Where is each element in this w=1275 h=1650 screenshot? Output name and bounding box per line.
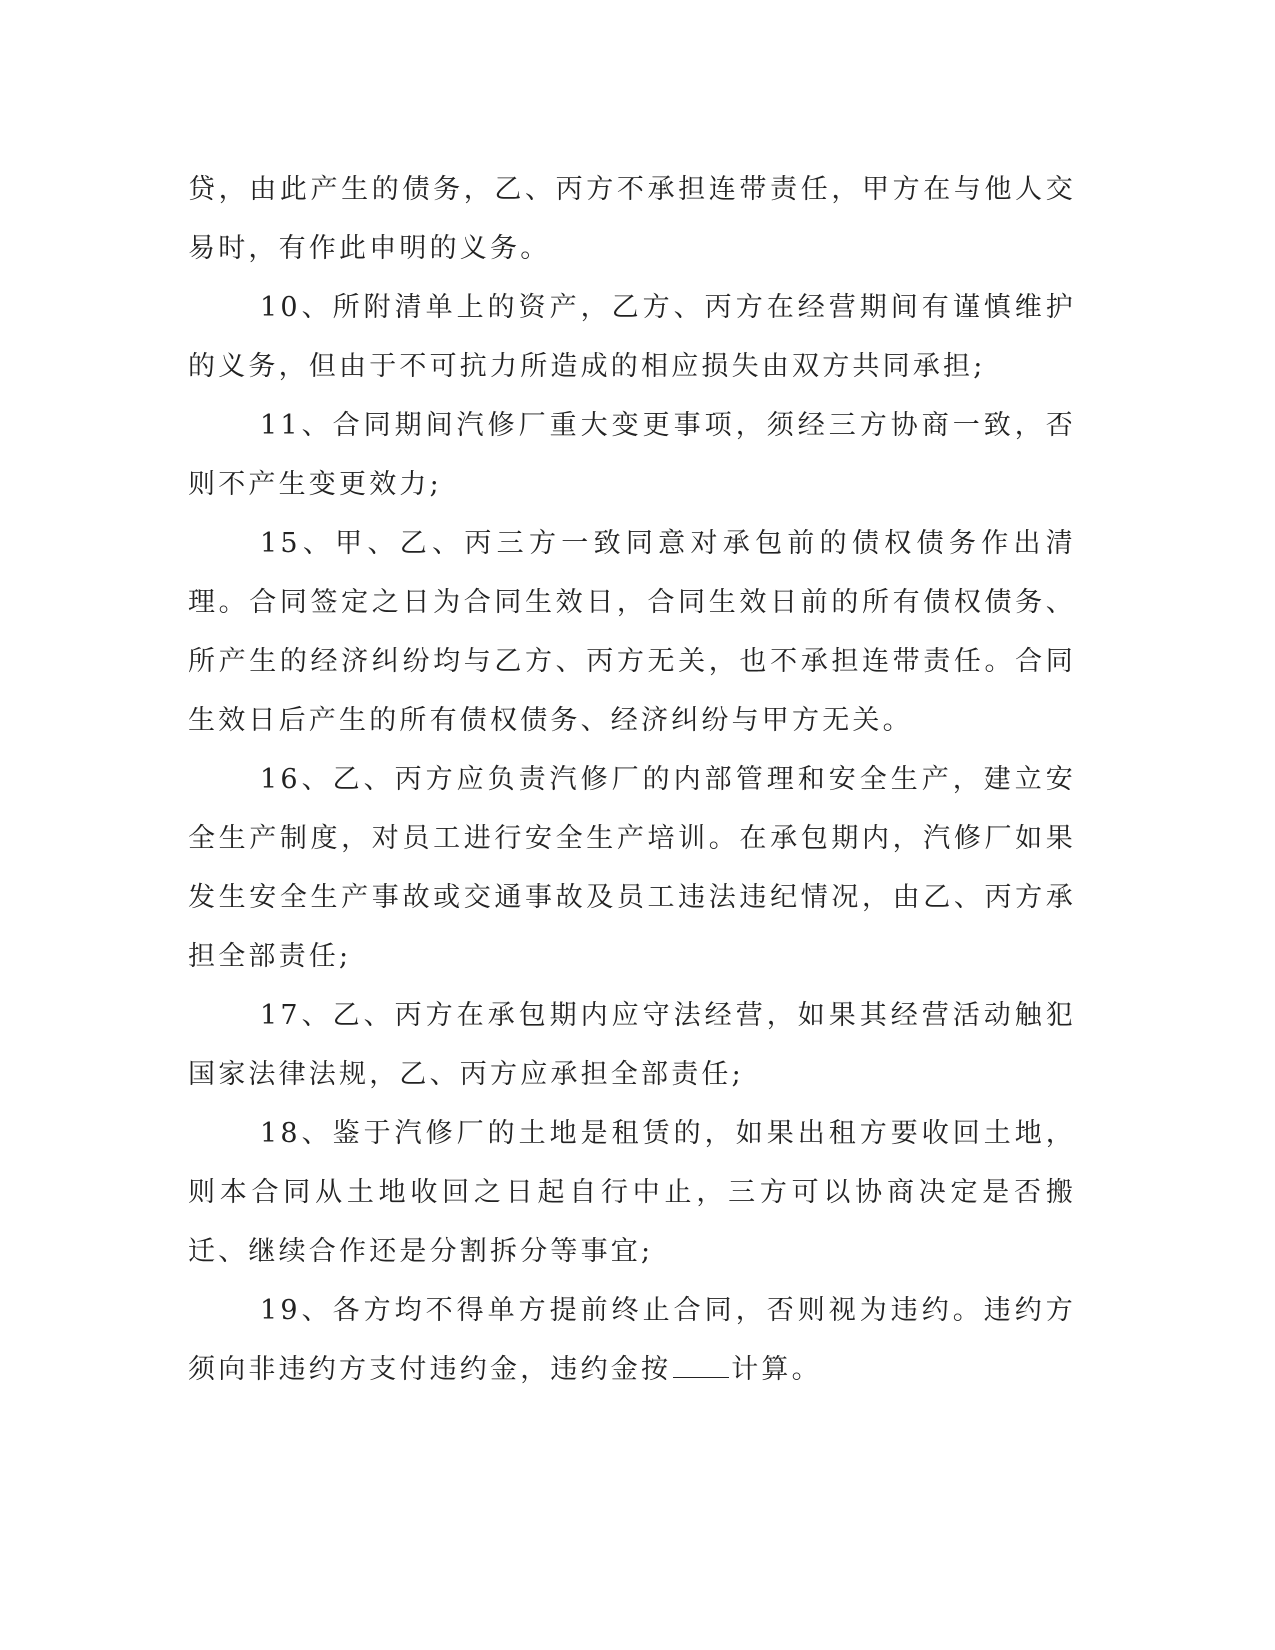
clause-17: 17、乙、丙方在承包期内应守法经营，如果其经营活动触犯国家法律法规，乙、丙方应承担全部责任; (188, 1000, 1076, 1090)
fill-in-blank (673, 1355, 729, 1378)
paragraph-continuation: 贷，由此产生的债务，乙、丙方不承担连带责任，甲方在与他人交易时，有作此申明的义务。 (188, 174, 1076, 264)
clause-18: 18、鉴于汽修厂的土地是租赁的，如果出租方要收回土地，则本合同从土地收回之日起自行中止，三方可以协商决定是否搬迁、继续合作还是分割拆分等事宜; (188, 1118, 1076, 1267)
clause-19 (188, 1281, 1076, 1399)
clause-11: 11、合同期间汽修厂重大变更事项，须经三方协商一致，否则不产生变更效力; (188, 410, 1076, 500)
clause-19-text-before: 19、各方均不得单方提前终止合同，否则视为违约。违约方须向非违约方支付违约金，违约金按 (188, 1295, 1076, 1385)
clause-15: 15、甲、乙、丙三方一致同意对承包前的债权债务作出清理。合同签定之日为合同生效日，合同生效日前的所有债权债务、所产生的经济纠纷均与乙方、丙方无关，也不承担连带责任。合同生效日后产生的所有债权债务、经济纠纷与甲方无关。 (188, 528, 1076, 736)
clause-19-text-after: 计算。 (731, 1354, 822, 1385)
document-body (188, 160, 1076, 1399)
clause-10: 10、所附清单上的资产，乙方、丙方在经营期间有谨慎维护的义务，但由于不可抗力所造成的相应损失由双方共同承担; (188, 292, 1076, 382)
clause-16: 16、乙、丙方应负责汽修厂的内部管理和安全生产，建立安全生产制度，对员工进行安全生产培训。在承包期内，汽修厂如果发生安全生产事故或交通事故及员工违法违纪情况，由乙、丙方承担全部责任; (188, 764, 1076, 972)
